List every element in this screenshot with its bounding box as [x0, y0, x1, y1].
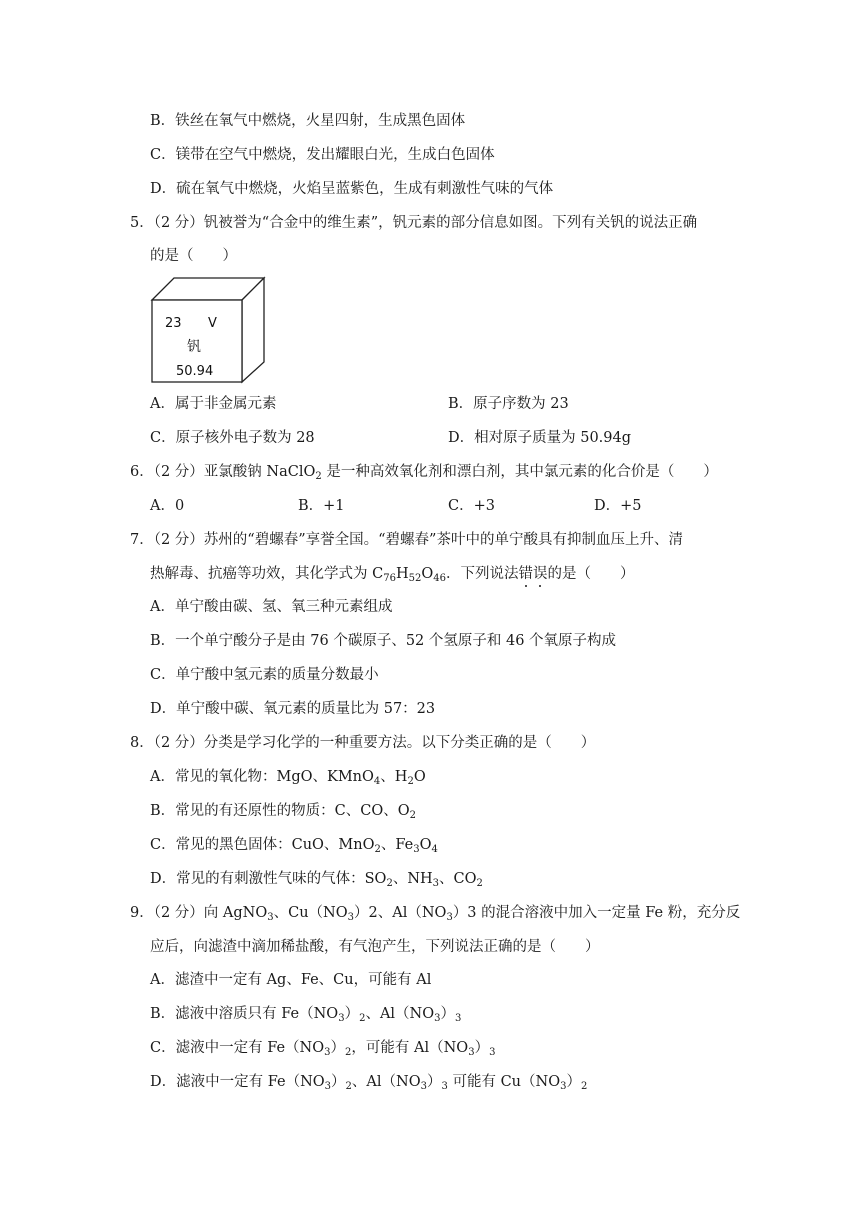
q5-option-d: D．相对原子质量为 50.94g — [448, 430, 632, 446]
q9-option-d: D．滤液中一定有 $Fe(NO_3)_2$、$Al(NO_3)_3$ 可能有 $Cu(NO_3)_2$ — [150, 1074, 588, 1092]
q5-option-a: A．属于非金属元素 — [150, 396, 277, 412]
q7-option-b: B．一个单宁酸分子是由 76 个碳原子、52 个氢原子和 46 个氧原子构成 — [150, 633, 617, 649]
q6-option-c: C．+3 — [448, 498, 495, 514]
q7-stem-line2: 热解毒、抗癌等功效，其化学式为 $C_{76}H_{52}O_{46}$．下列说法错误的是（ ） — [150, 566, 635, 584]
q5-stem-line1: 5．（2 分）钒被誉为“合金中的维生素”，钒元素的部分信息如图。下列有关钒的说法正确 — [130, 215, 698, 231]
q9-option-c: C．滤液中一定有 $Fe(NO_3)_2$，可能有 $Al(NO_3)_3$ — [150, 1040, 496, 1058]
q6-stem: 6．（2 分）亚氯酸钠 NaClO$_2$ 是一种高效氧化剂和漂白剂，其中氯元素的化合价是（ ） — [130, 464, 718, 482]
element-symbol: V — [208, 316, 217, 331]
q8-option-d: D．常见的有刺激性气味的气体：$SO_2$、$NH_3$、$CO_2$ — [150, 871, 483, 889]
q7-stem-line1: 7．（2 分）苏州的“碧螺春”享誉全国。“碧螺春”茶叶中的单宁酸具有抑制血压上升、清 — [130, 532, 683, 548]
q9-option-b: B．滤液中溶质只有 $Fe(NO_3)_2$、$Al(NO_3)_3$ — [150, 1006, 462, 1024]
element-atomic-number: 23 — [165, 316, 182, 331]
q7-option-d: D．单宁酸中碳、氧元素的质量比为 57：23 — [150, 701, 436, 717]
q6-option-b: B．+1 — [298, 498, 345, 514]
q6-option-a: A．0 — [150, 498, 185, 514]
q8-option-c: C．常见的黑色固体：CuO、MnO$_2$、$Fe_3O_4$ — [150, 837, 438, 855]
q9-stem-line1: 9．（2 分）向 AgNO$_3$、$Cu(NO_3)2$、$Al(NO_3)3$ 的混合溶液中加入一定量 Fe 粉，充分反 — [130, 905, 741, 923]
q7-option-a: A．单宁酸由碳、氢、氧三种元素组成 — [150, 599, 393, 615]
q9-option-a: A．滤渣中一定有 Ag、Fe、Cu，可能有 Al — [150, 972, 432, 988]
q4-option-b: B．铁丝在氧气中燃烧，火星四射，生成黑色固体 — [150, 113, 466, 129]
q5-stem-line2: 的是（ ） — [150, 248, 237, 264]
q4-option-c: C．镁带在空气中燃烧，发出耀眼白光，生成白色固体 — [150, 147, 495, 163]
q6-option-d: D．+5 — [594, 498, 642, 514]
q8-stem: 8．（2 分）分类是学习化学的一种重要方法。以下分类正确的是（ ） — [130, 735, 596, 751]
q5-option-b: B．原子序数为 23 — [448, 396, 569, 412]
q8-option-a: A．常见的氧化物：MgO、KMnO$_4$、$H_2O$ — [150, 769, 426, 787]
element-cell-figure — [150, 276, 266, 384]
emphasis-mark: 误 — [532, 566, 548, 582]
q7-option-c: C．单宁酸中氢元素的质量分数最小 — [150, 667, 379, 683]
q5-option-c: C．原子核外电子数为 28 — [150, 430, 315, 446]
element-name: 钒 — [187, 339, 201, 355]
element-atomic-mass: 50.94 — [176, 364, 214, 379]
q9-stem-line2: 应后，向滤渣中滴加稀盐酸，有气泡产生，下列说法正确的是（ ） — [150, 939, 600, 955]
q4-option-d: D．硫在氧气中燃烧，火焰呈蓝紫色，生成有刺激性气味的气体 — [150, 181, 554, 197]
q8-option-b: B．常见的有还原性的物质：C、CO、$O_2$ — [150, 803, 416, 821]
emphasis-mark: 错 — [518, 566, 533, 582]
